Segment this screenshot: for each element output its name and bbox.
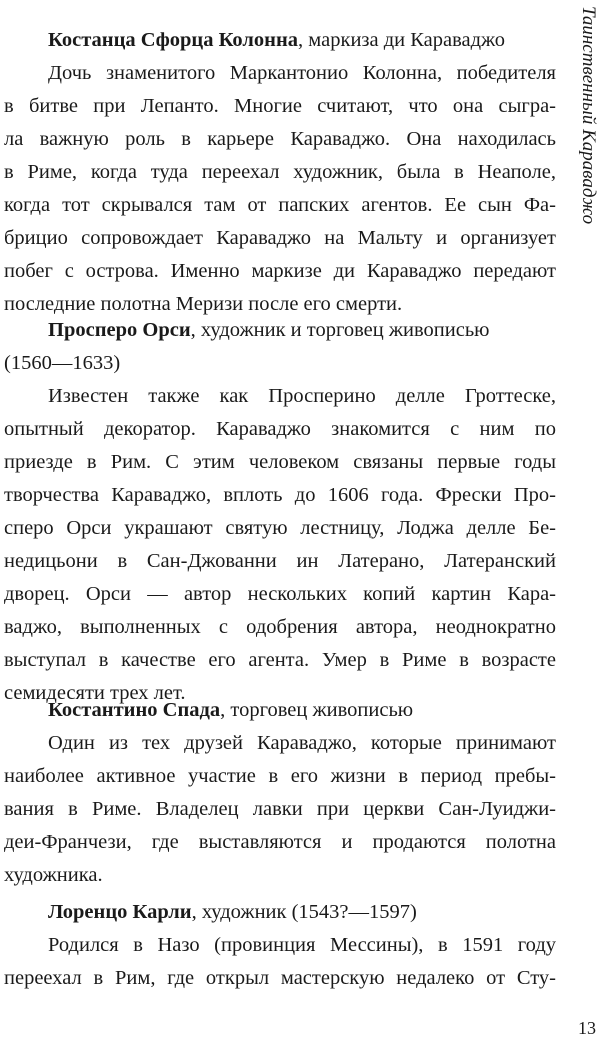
running-header: Таинственный Караваджо xyxy=(578,6,599,225)
entry-heading xyxy=(4,24,556,57)
text-line: когда тот скрывался там от папских агентов. Ее сын Фа- xyxy=(4,194,556,216)
entry-kostanza xyxy=(4,24,556,321)
text-line: приезде в Рим. С этим человеком связаны первые годы xyxy=(4,451,556,473)
text-line: Родился в Назо (провинция Мессины), в 1591 году xyxy=(48,934,556,956)
text-line: вания в Риме. Владелец лавки при церкви Сан-Луиджи- xyxy=(4,798,556,820)
text-line: ла важную роль в карьере Караваджо. Она находилась xyxy=(4,128,556,150)
entry-title: , художник (1543?—1597) xyxy=(191,901,417,923)
text-line: недицьони в Сан-Джованни ин Латерано, Латеранский xyxy=(4,550,556,572)
entry-name: Костантино Спада xyxy=(48,699,221,721)
text-line: брицио сопровождает Караваджо на Мальту и организует xyxy=(4,227,556,249)
text-line: художника. xyxy=(4,864,103,886)
entry-title: , торговец живописью xyxy=(220,699,414,721)
text-line: сперо Орси украшают святую лестницу, Лоджа делле Бе- xyxy=(4,517,556,539)
text-line: творчества Караваджо, вплоть до 1606 года. Фрески Про- xyxy=(4,484,556,506)
text-line: выступал в качестве его агента. Умер в Риме в возрасте xyxy=(4,649,556,671)
entry-heading xyxy=(4,314,556,347)
text-line: наиболее активное участие в его жизни в период пребы- xyxy=(4,765,556,787)
entry-title: , маркиза ди Караваджо xyxy=(298,29,505,51)
entry-name: Просперо Орси xyxy=(48,319,191,341)
text-line: Известен также как Просперино делле Гроттеске, xyxy=(48,385,556,407)
text-line: в битве при Лепанто. Многие считают, что она сыгра- xyxy=(4,95,556,117)
entry-prospero xyxy=(4,314,556,710)
entry-dates: (1560—1633) xyxy=(4,352,121,374)
entry-kostantino xyxy=(4,694,556,892)
text-line: деи-Франчези, где выставляются и продаются полотна xyxy=(4,831,556,853)
text-line: последние полотна Меризи после его смерти. xyxy=(4,293,403,315)
text-line: Один из тех друзей Караваджо, которые принимают xyxy=(48,732,556,754)
text-line: дворец. Орси — автор нескольких копий картин Кара- xyxy=(4,583,556,605)
entry-lorenzo xyxy=(4,896,556,995)
text-line: переехал в Рим, где открыл мастерскую недалеко от Сту- xyxy=(4,967,556,989)
text-line: опытный декоратор. Караваджо знакомится с ним по xyxy=(4,418,556,440)
entry-name: Костанца Сфорца Колонна xyxy=(48,29,299,51)
text-line: побег с острова. Именно маркизе ди Караваджо передают xyxy=(4,260,556,282)
entry-heading xyxy=(4,896,556,929)
text-line: Дочь знаменитого Маркантонио Колонна, победителя xyxy=(48,62,556,84)
page-number: 13 xyxy=(578,1018,596,1038)
text-line: ваджо, выполненных с одобрения автора, неоднократно xyxy=(4,616,556,638)
entry-title: , художник и торговец живописью xyxy=(190,319,490,341)
text-line: семидесяти трех лет. xyxy=(4,682,186,704)
text-line: в Риме, когда туда переехал художник, была в Неаполе, xyxy=(4,161,556,183)
entry-name: Лоренцо Карли xyxy=(48,901,192,923)
entry-heading xyxy=(4,694,556,727)
